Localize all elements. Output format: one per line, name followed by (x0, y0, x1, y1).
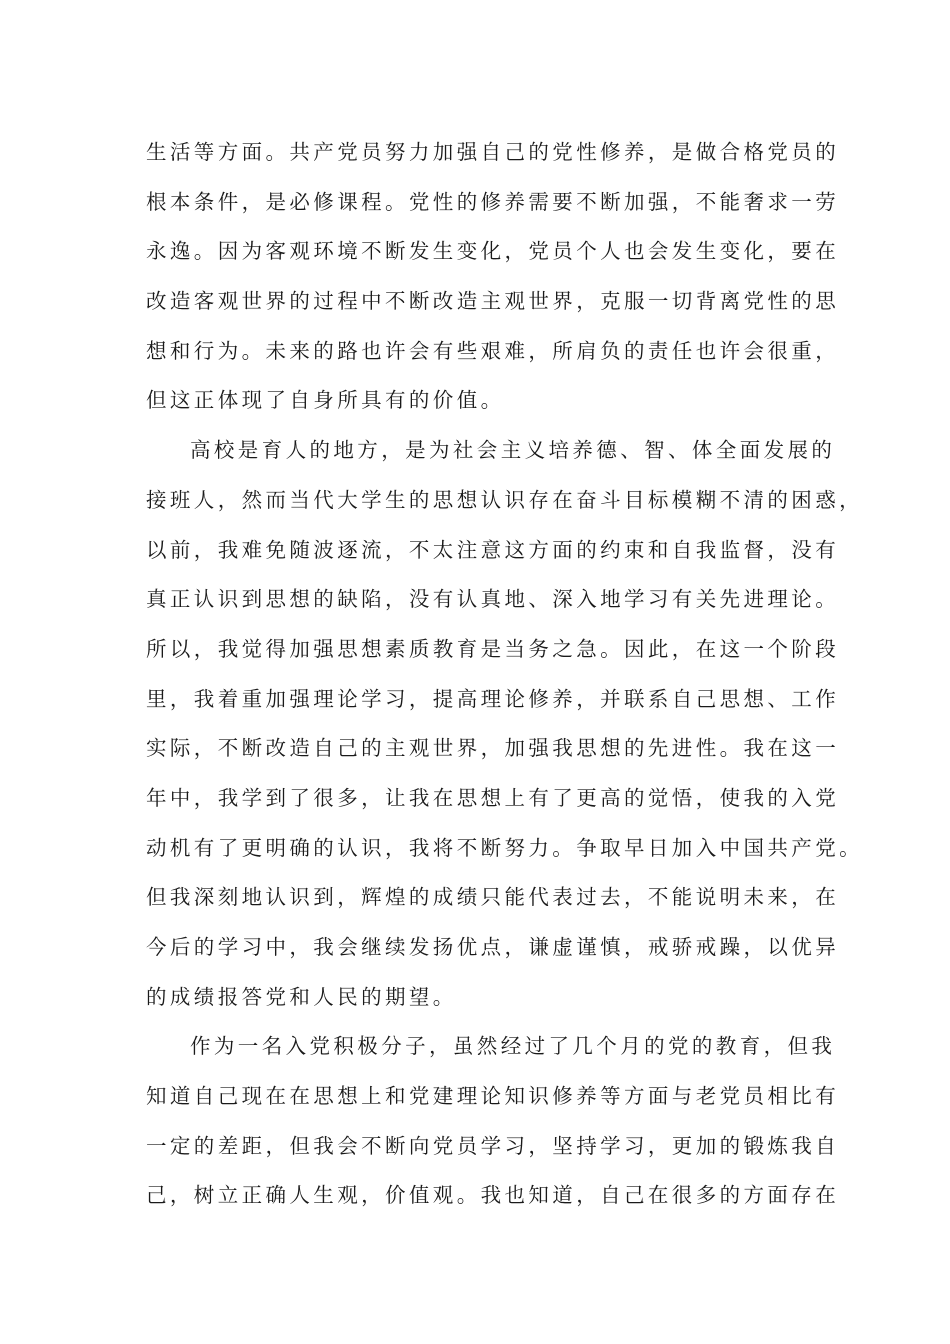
text-line: 的成绩报答党和人民的期望。 (146, 984, 457, 1009)
text-line: 但我深刻地认识到，辉煌的成绩只能代表过去，不能说明未来，在 (146, 885, 840, 910)
text-line: 永逸。因为客观环境不断发生变化，党员个人也会发生变化，要在 (146, 239, 840, 264)
paragraph-1 (146, 128, 840, 426)
text-line: 根本条件，是必修课程。党性的修养需要不断加强，不能奢求一劳 (146, 189, 840, 214)
text-line: 里，我着重加强理论学习，提高理论修养，并联系自己思想、工作 (146, 686, 840, 711)
text-line: 一定的差距，但我会不断向党员学习，坚持学习，更加的锻炼我自 (146, 1133, 840, 1158)
text-line: 但这正体现了自身所具有的价值。 (146, 388, 505, 413)
paragraph-3 (146, 1022, 840, 1221)
text-line: 己，树立正确人生观，价值观。我也知道，自己在很多的方面存在 (146, 1183, 840, 1208)
text-line: 想和行为。未来的路也许会有些艰难，所肩负的责任也许会很重， (146, 338, 840, 363)
text-line: 动机有了更明确的认识，我将不断努力。争取早日加入中国共产党。 (146, 835, 863, 860)
text-line: 高校是育人的地方，是为社会主义培养德、智、体全面发展的 (190, 438, 836, 463)
text-line: 知道自己现在在思想上和党建理论知识修养等方面与老党员相比有 (146, 1084, 840, 1109)
text-line: 所以，我觉得加强思想素质教育是当务之急。因此，在这一个阶段 (146, 636, 840, 661)
text-line: 接班人，然而当代大学生的思想认识存在奋斗目标模糊不清的困惑， (146, 487, 863, 512)
text-line: 作为一名入党积极分子，虽然经过了几个月的党的教育，但我 (190, 1034, 836, 1059)
text-line: 以前，我难免随波逐流，不太注意这方面的约束和自我监督，没有 (146, 537, 840, 562)
text-line: 年中，我学到了很多，让我在思想上有了更高的觉悟，使我的入党 (146, 785, 840, 810)
text-line: 真正认识到思想的缺陷，没有认真地、深入地学习有关先进理论。 (146, 587, 840, 612)
text-line: 今后的学习中，我会继续发扬优点，谦虚谨慎，戒骄戒躁，以优异 (146, 935, 840, 959)
paragraph-2 (146, 426, 863, 1022)
text-line: 生活等方面。共产党员努力加强自己的党性修养，是做合格党员的 (146, 140, 840, 164)
text-line: 改造客观世界的过程中不断改造主观世界，克服一切背离党性的思 (146, 289, 840, 314)
body-text (146, 128, 863, 1221)
text-line: 实际，不断改造自己的主观世界，加强我思想的先进性。我在这一 (146, 736, 840, 761)
